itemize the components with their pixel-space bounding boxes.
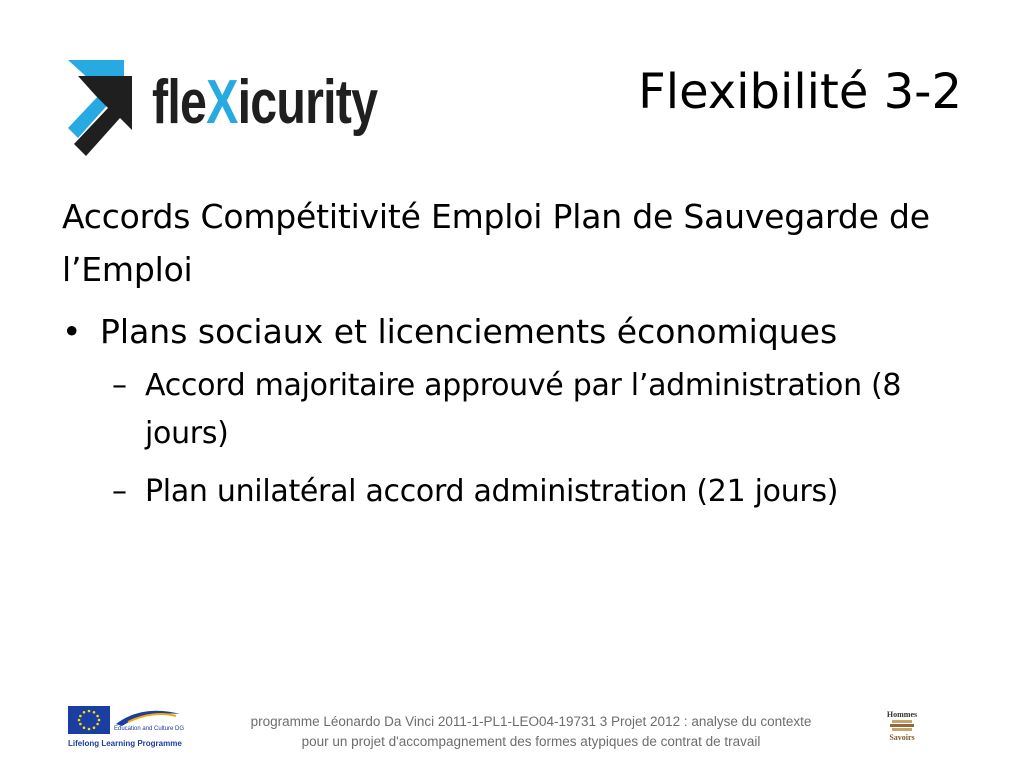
dash-marker: – [112, 474, 127, 509]
arrow-logo-icon [64, 52, 142, 162]
swoosh-icon [114, 706, 182, 728]
sub-bullet-text: Plan unilatéral accord administration (21 jours) [145, 474, 839, 509]
eu-flag-icon [68, 706, 110, 734]
footer-line-1: programme Léonardo Da Vinci 2011-1-PL1-LEO04-19731 3 Projet 2012 : analyse du contexte [250, 714, 812, 729]
eu-caption: Education and Culture DG [114, 726, 185, 732]
footer-line-2: pour un projet d'accompagnement des formes atypiques de contrat de travail [301, 734, 761, 749]
partner-emblem-icon [884, 719, 920, 733]
eu-lifelong-learning-logo [68, 706, 183, 750]
logo-wordmark: fleXicurity [152, 68, 378, 137]
flexicurity-logo [64, 52, 404, 162]
bullet-marker: • [62, 312, 82, 351]
partner-logo-bottom: Savoirs [889, 733, 915, 742]
intro-paragraph: Accords Compétitivité Emploi Plan de Sauvegarde de l’Emploi [62, 197, 930, 289]
sub-bullet-text: Accord majoritaire approuvé par l’administration (8 jours) [145, 368, 902, 451]
dash-marker: – [112, 368, 127, 403]
bullet-text: Plans sociaux et licenciements économiques [100, 312, 838, 351]
eu-programme-label: Lifelong Learning Programme [68, 739, 182, 748]
footer-text [196, 712, 866, 752]
partner-logo [884, 710, 920, 742]
sub-bullet-item [62, 362, 962, 458]
bullet-item [62, 305, 962, 358]
sub-bullet-item [62, 468, 962, 516]
page-title: Flexibilité 3-2 [638, 64, 962, 120]
partner-logo-top: Hommes [886, 710, 918, 719]
slide-body [62, 190, 962, 516]
